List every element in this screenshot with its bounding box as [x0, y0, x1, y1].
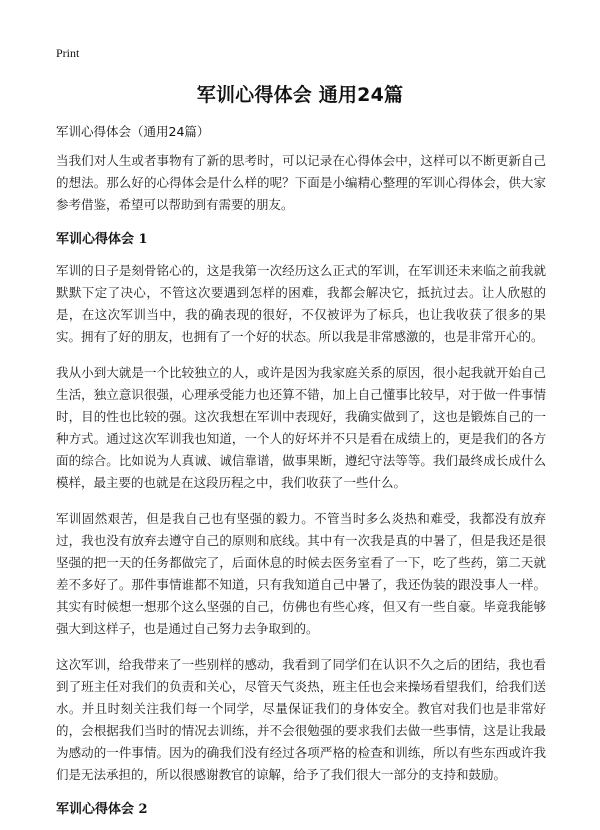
section-1-paragraph-2: 我从小到大就是一个比较独立的人，或许是因为我家庭关系的原因，很小起我就开始自己生活，独立意识很强，心理承受能力也还算不错，加上自己懂事比较早，对于做一件事情时，目的性也比较的强。这次我想在军训中表现好，我确实做到了，这也是锻炼自己的一种方式。通过这次军训我也知道，一个人的好坏并不只是看在成绩上的，更是我们的各方面的综合。比如说为人真诚、诚信靠谱，做事果断，遵纪守法等等。我们最终成长成什么模样，最主要的也就是在这段历程之中，我们收获了一些什么。	[56, 365, 546, 490]
section-1-paragraph-4: 这次军训，给我带来了一些别样的感动，我看到了同学们在认识不久之后的团结，我也看到了班主任对我们的负责和关心，尽管天气炎热，班主任也会来操场看望我们，给我们送水。并且时刻关注我们每一个同学，尽量保证我们的身体安全。教官对我们也是非常好的，会根据我们当时的情况去训练，并不会很勉强的要求我们去做一些事情，这是让我最为感动的一件事情。因为的确我们没有经过各项严格的检查和训练，所以有些东西或许我们是无法承担的，所以很感谢教官的谅解，给予了我们很大一部分的支持和鼓励。	[56, 657, 546, 782]
document-body	[56, 150, 546, 830]
section-1-paragraph-1: 军训的日子是刻骨铭心的，这是我第一次经历这么正式的军训，在军训还未来临之前我就默默下定了决心，不管这次要遇到怎样的困难，我都会解决它，抵抗过去。让人欣慰的是，在这次军训当中，我的确表现的很好，不仅被评为了标兵，也让我收获了很多的果实。拥有了好的朋友，也拥有了一个好的状态。所以我是非常感激的，也是非常开心的。	[56, 263, 546, 344]
document-subtitle: 军训心得体会（通用24篇）	[56, 124, 210, 139]
intro-paragraph: 当我们对人生或者事物有了新的思考时，可以记录在心得体会中，这样可以不断更新自己的想法。那么好的心得体会是什么样的呢？下面是小编精心整理的军训心得体会，供大家参考借鉴，希望可以帮助到有需要的朋友。	[56, 153, 546, 212]
print-link[interactable]: Print	[56, 46, 80, 60]
page-title: 军训心得体会 通用24篇	[196, 84, 404, 106]
section-1-paragraph-3: 军训固然艰苦，但是我自己也有坚强的毅力。不管当时多么炎热和难受，我都没有放弃过，我也没有放弃去遵守自己的原则和底线。其中有一次我是真的中暑了，但是我还是很坚强的把一天的任务都做完了，后面休息的时候去医务室看了一下，吃了些药，第二天就差不多好了。那件事情谁都不知道，只有我知道自己中暑了，我还伪装的跟没事人一样。其实有时候想一想那个这么坚强的自己，仿佛也有些心疼，但又有一些自豪。毕竟我能够强大到这样子，也是通过自己努力去争取到的。	[56, 511, 546, 636]
section-heading-2: 军训心得体会 2	[56, 802, 148, 817]
section-heading-1: 军训心得体会 1	[56, 232, 148, 247]
